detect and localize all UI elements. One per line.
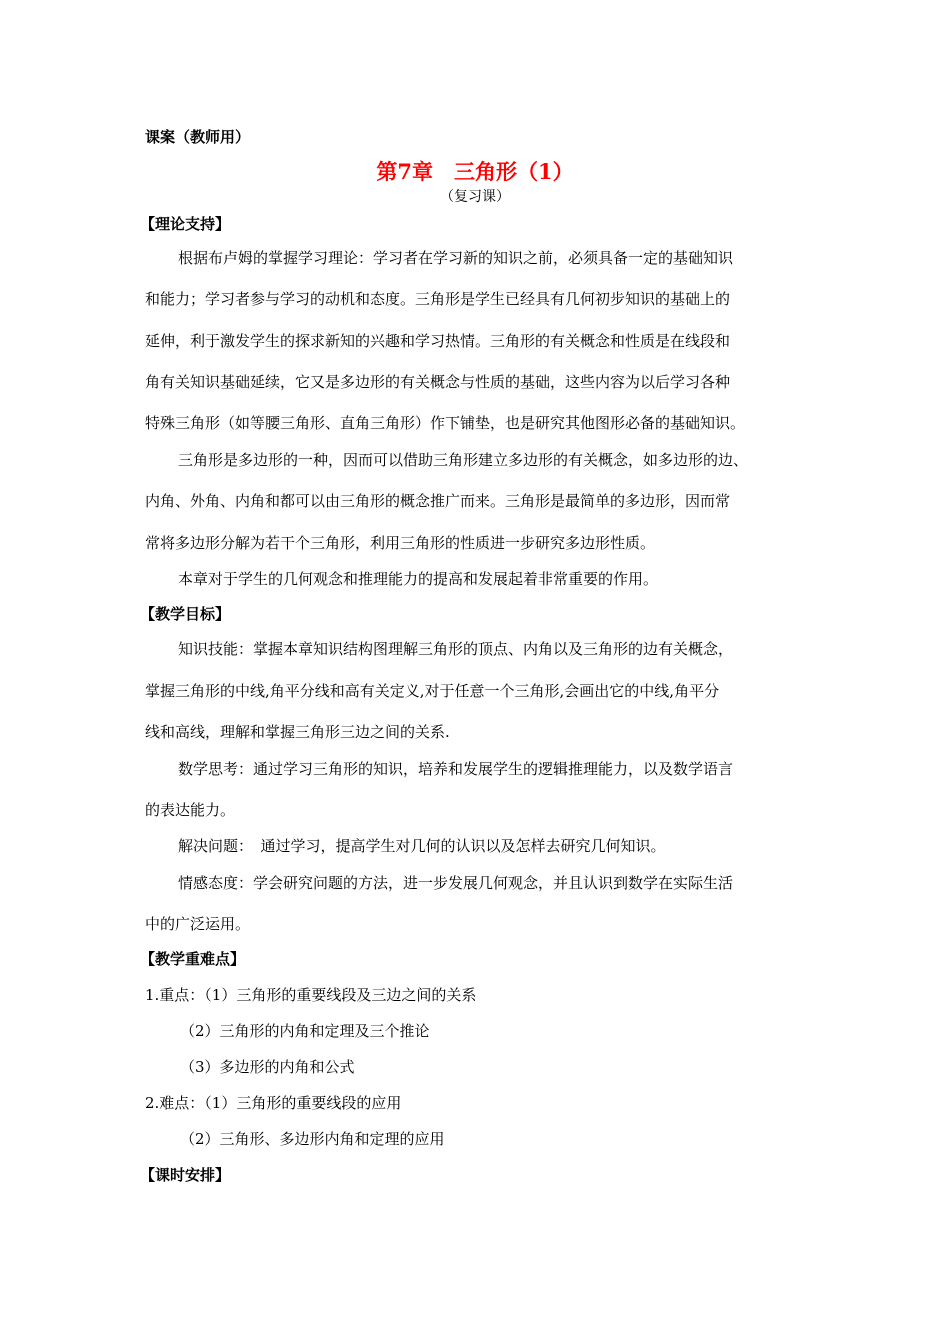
goals-line: 线和高线，理解和掌握三角形三边之间的关系. <box>145 723 450 741</box>
theory-line: 内角、外角、内角和都可以由三角形的概念推广而来。三角形是最简单的多边形，因而常 <box>145 492 731 510</box>
keypoints-line: （2）三角形的内角和定理及三个推论 <box>180 1022 430 1040</box>
goals-line: 中的广泛运用。 <box>145 915 251 933</box>
section-heading-schedule: 【课时安排】 <box>140 1166 231 1184</box>
theory-line: 角有关知识基础延续，它又是多边形的有关概念与性质的基础，这些内容为以后学习各种 <box>145 373 731 391</box>
goals-line: 知识技能：掌握本章知识结构图理解三角形的顶点、内角以及三角形的边有关概念， <box>178 640 734 658</box>
theory-line: 常将多边形分解为若干个三角形，利用三角形的性质进一步研究多边形性质。 <box>145 534 656 552</box>
goals-line: 掌握三角形的中线,角平分线和高有关定义,对于任意一个三角形,会画出它的中线,角平分 <box>145 682 720 700</box>
keypoints-line: 2.难点：（1）三角形的重要线段的应用 <box>145 1094 402 1112</box>
theory-line: 延伸，利于激发学生的探求新知的兴趣和学习热情。三角形的有关概念和性质是在线段和 <box>145 332 731 350</box>
page-subtitle: （复习课） <box>440 189 510 205</box>
header-label: 课案（教师用） <box>145 128 251 146</box>
keypoints-line: （3）多边形的内角和公式 <box>180 1058 355 1076</box>
theory-line: 三角形是多边形的一种，因而可以借助三角形建立多边形的有关概念，如多边形的边、 <box>178 451 749 469</box>
theory-line: 本章对于学生的几何观念和推理能力的提高和发展起着非常重要的作用。 <box>178 570 659 588</box>
goals-line: 的表达能力。 <box>145 801 236 819</box>
theory-line: 根据布卢姆的掌握学习理论：学习者在学习新的知识之前，必须具备一定的基础知识 <box>178 249 734 267</box>
section-heading-theory: 【理论支持】 <box>140 215 231 233</box>
theory-line: 和能力；学习者参与学习的动机和态度。三角形是学生已经具有几何初步知识的基础上的 <box>145 290 731 308</box>
page-title: 第7章 三角形（1） <box>376 159 574 184</box>
keypoints-line: （2）三角形、多边形内角和定理的应用 <box>180 1130 445 1148</box>
goals-line: 解决问题： 通过学习，提高学生对几何的认识以及怎样去研究几何知识。 <box>178 837 666 855</box>
theory-line: 特殊三角形（如等腰三角形、直角三角形）作下铺垫，也是研究其他图形必备的基础知识。 <box>145 414 746 432</box>
section-heading-keypoints: 【教学重难点】 <box>140 950 246 968</box>
goals-line: 情感态度：学会研究问题的方法，进一步发展几何观念，并且认识到数学在实际生活 <box>178 874 734 892</box>
goals-line: 数学思考：通过学习三角形的知识，培养和发展学生的逻辑推理能力，以及数学语言 <box>178 760 734 778</box>
section-heading-goals: 【教学目标】 <box>140 605 231 623</box>
keypoints-line: 1.重点：（1）三角形的重要线段及三边之间的关系 <box>145 986 477 1004</box>
